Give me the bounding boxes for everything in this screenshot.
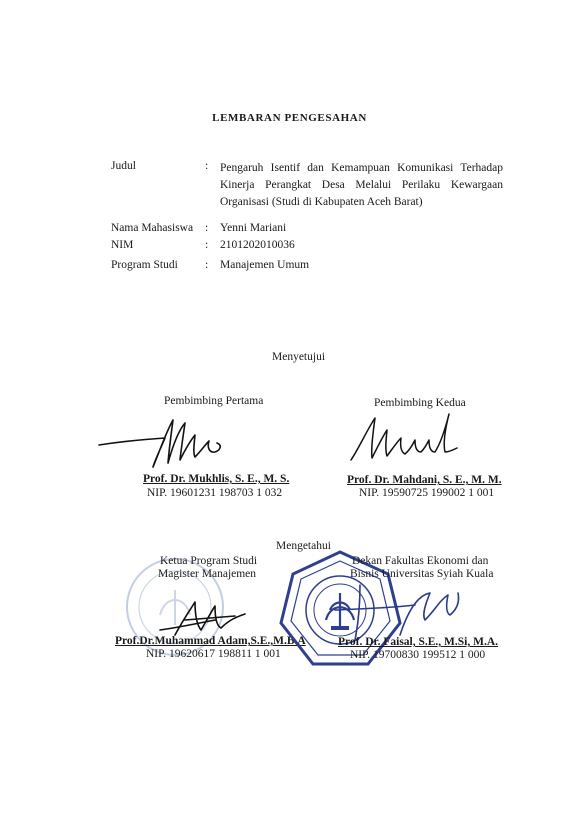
program-head-nip: NIP. 19620617 198811 1 001 — [146, 648, 281, 660]
dean-role-line2: Bisnis Universitas Syiah Kuala — [350, 568, 494, 580]
nama-mahasiswa-value: Yenni Mariani — [220, 222, 287, 234]
program-studi-separator: : — [205, 259, 209, 271]
judul-value: Pengaruh Isentif dan Kemampuan Komunikasi Terhadap Kinerja Perangkat Desa Melalui Perilaku Kewargaan Organisasi (Studi di Kabupaten Aceh Barat) — [220, 162, 503, 208]
acknowledge-heading: Mengetahui — [276, 540, 331, 552]
nama-mahasiswa-separator: : — [205, 222, 209, 234]
judul-label: Judul — [111, 160, 136, 172]
program-head-name: Prof.Dr.Muhammad Adam,S.E.,M.B.A — [115, 635, 306, 647]
nim-label: NIM — [111, 239, 134, 251]
program-studi-label: Program Studi — [111, 259, 178, 271]
approval-heading: Menyetujui — [272, 351, 326, 363]
dean-nip: NIP. 19700830 199512 1 000 — [350, 649, 486, 661]
supervisor2-nip: NIP. 19590725 199002 1 001 — [359, 487, 495, 499]
supervisor2-signature — [345, 408, 465, 468]
supervisor1-role: Pembimbing Pertama — [164, 395, 264, 407]
program-head-role-line1: Ketua Program Studi — [160, 555, 258, 567]
supervisor1-signature — [95, 405, 235, 475]
dean-signature — [330, 575, 465, 645]
nama-mahasiswa-label: Nama Mahasiswa — [111, 222, 194, 234]
nim-separator: : — [205, 239, 209, 251]
dean-name: Prof. Dr. Faisal, S.E., M.Si, M.A. — [338, 636, 499, 648]
supervisor2-name: Prof. Dr. Mahdani, S. E., M. M. — [347, 474, 502, 486]
program-head-signature — [155, 590, 255, 640]
supervisor2-role: Pembimbing Kedua — [374, 397, 466, 409]
supervisor1-name: Prof. Dr. Mukhlis, S. E., M. S. — [143, 473, 290, 485]
program-head-role-line2: Magister Manajemen — [158, 568, 257, 580]
program-studi-value: Manajemen Umum — [220, 259, 310, 271]
page-title: LEMBARAN PENGESAHAN — [212, 112, 367, 124]
nim-value: 2101202010036 — [220, 239, 295, 251]
judul-separator: : — [205, 160, 209, 172]
dean-role-line1: Dekan Fakultas Ekonomi dan — [352, 555, 489, 567]
supervisor1-nip: NIP. 19601231 198703 1 032 — [147, 487, 283, 499]
